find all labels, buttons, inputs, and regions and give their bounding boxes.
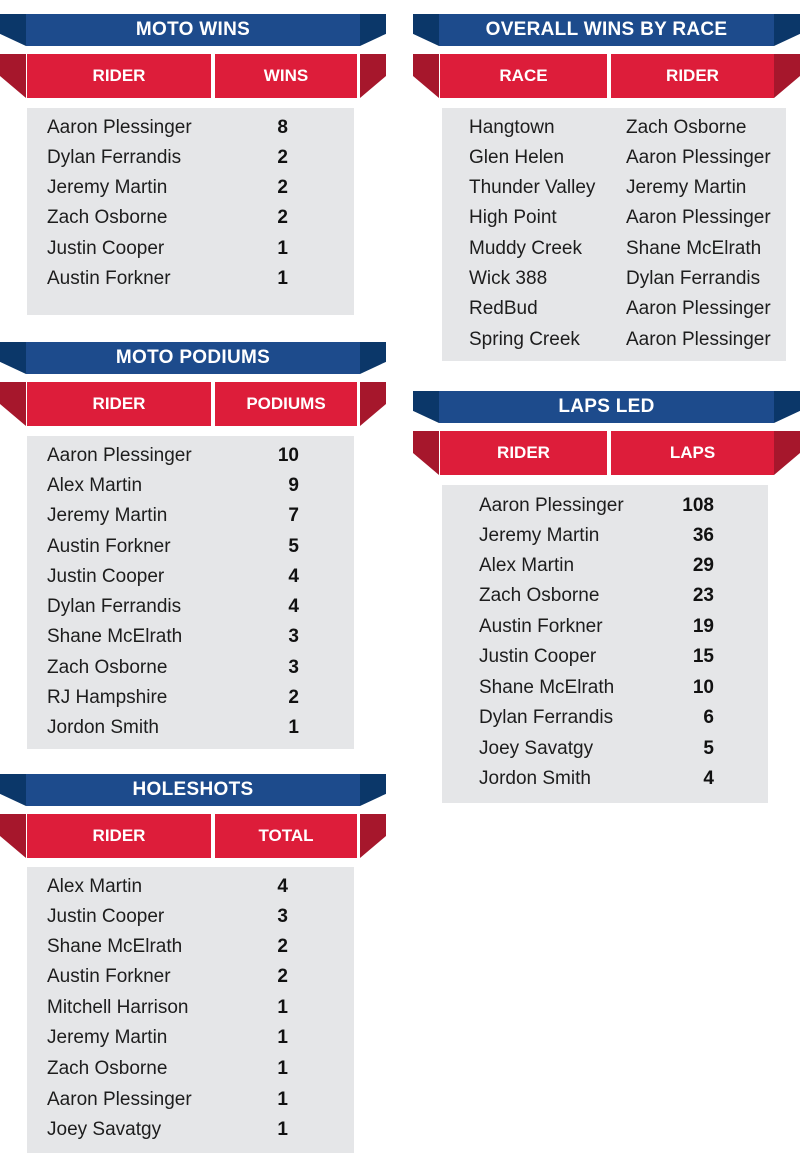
overall-wins-col-race: RACE <box>440 54 607 98</box>
table-row <box>27 469 354 499</box>
header-wing-left <box>0 814 26 858</box>
podiums-value: 10 <box>277 445 299 466</box>
podiums-value: 5 <box>288 536 299 557</box>
laps-led-table <box>442 485 768 803</box>
winner-name: Zach Osborne <box>626 117 747 138</box>
wins-value: 2 <box>277 177 288 198</box>
holeshots-title: HOLESHOTS <box>26 774 360 806</box>
table-row <box>442 549 768 579</box>
table-row <box>442 610 768 640</box>
table-row <box>27 1113 354 1143</box>
podiums-value: 3 <box>288 626 299 647</box>
podiums-value: 4 <box>288 566 299 587</box>
laps-led-title-bar <box>413 391 800 423</box>
title-wing-right <box>360 342 386 374</box>
table-row <box>442 141 786 171</box>
race-name: RedBud <box>469 298 538 319</box>
title-wing-left <box>413 391 439 423</box>
rider-name: Zach Osborne <box>47 1058 168 1079</box>
header-wing-right <box>360 814 386 858</box>
rider-name: Austin Forkner <box>47 966 171 987</box>
podiums-value: 1 <box>288 717 299 738</box>
race-name: Thunder Valley <box>469 177 596 198</box>
table-row <box>442 762 768 792</box>
winner-name: Aaron Plessinger <box>626 207 771 228</box>
podiums-value: 7 <box>288 505 299 526</box>
table-row <box>27 681 354 711</box>
header-wing-right <box>360 54 386 98</box>
laps-led-col-laps: LAPS <box>611 431 774 475</box>
title-wing-left <box>413 14 439 46</box>
winner-name: Aaron Plessinger <box>626 147 771 168</box>
holeshots-title-bar <box>0 774 386 806</box>
wins-value: 1 <box>277 268 288 289</box>
moto-podiums-header <box>0 382 386 426</box>
rider-name: Shane McElrath <box>479 677 615 698</box>
moto-wins-header <box>0 54 386 98</box>
table-row <box>442 201 786 231</box>
overall-wins-table <box>442 108 786 361</box>
rider-name: Jeremy Martin <box>47 177 168 198</box>
wins-value: 1 <box>277 238 288 259</box>
laps-value: 23 <box>692 585 714 606</box>
moto-wins-table <box>27 108 354 315</box>
laps-value: 108 <box>682 495 714 516</box>
table-row <box>27 439 354 469</box>
winner-name: Aaron Plessinger <box>626 329 771 350</box>
title-wing-right <box>360 14 386 46</box>
table-row <box>27 991 354 1021</box>
wins-value: 2 <box>277 207 288 228</box>
race-name: Hangtown <box>469 117 555 138</box>
rider-name: Austin Forkner <box>47 536 171 557</box>
table-row <box>27 499 354 529</box>
overall-wins-title-bar <box>413 14 800 46</box>
race-name: Spring Creek <box>469 329 580 350</box>
moto-wins-col-rider: RIDER <box>27 54 211 98</box>
rider-name: Mitchell Harrison <box>47 997 189 1018</box>
title-wing-left <box>0 774 26 806</box>
rider-name: Aaron Plessinger <box>47 117 192 138</box>
rider-name: Shane McElrath <box>47 626 183 647</box>
total-value: 1 <box>277 1119 288 1140</box>
table-row <box>442 111 786 141</box>
laps-led-header <box>413 431 800 475</box>
moto-wins-title-bar <box>0 14 386 46</box>
overall-wins-title: OVERALL WINS BY RACE <box>439 14 774 46</box>
overall-wins-header <box>413 54 800 98</box>
rider-name: Alex Martin <box>47 876 143 897</box>
rider-name: Justin Cooper <box>47 238 165 259</box>
title-wing-left <box>0 14 26 46</box>
winner-name: Dylan Ferrandis <box>626 268 761 289</box>
rider-name: Jordon Smith <box>47 717 159 738</box>
total-value: 1 <box>277 997 288 1018</box>
holeshots-col-total: TOTAL <box>215 814 357 858</box>
race-name: High Point <box>469 207 557 228</box>
moto-wins-title: MOTO WINS <box>26 14 360 46</box>
moto-podiums-title: MOTO PODIUMS <box>26 342 360 374</box>
rider-name: Justin Cooper <box>479 646 597 667</box>
rider-name: Justin Cooper <box>47 566 165 587</box>
title-wing-left <box>0 342 26 374</box>
laps-led-col-rider: RIDER <box>440 431 607 475</box>
laps-value: 10 <box>692 677 714 698</box>
podiums-value: 9 <box>288 475 299 496</box>
race-name: Muddy Creek <box>469 238 582 259</box>
laps-value: 29 <box>692 555 714 576</box>
table-row <box>27 560 354 590</box>
rider-name: Aaron Plessinger <box>479 495 624 516</box>
laps-led-title: LAPS LED <box>439 391 774 423</box>
total-value: 2 <box>277 936 288 957</box>
rider-name: Dylan Ferrandis <box>47 596 182 617</box>
table-row <box>27 232 354 262</box>
total-value: 1 <box>277 1058 288 1079</box>
rider-name: Justin Cooper <box>47 906 165 927</box>
laps-value: 4 <box>703 768 714 789</box>
overall-wins-col-rider: RIDER <box>611 54 774 98</box>
rider-name: Zach Osborne <box>47 207 168 228</box>
podiums-value: 2 <box>288 687 299 708</box>
winner-name: Jeremy Martin <box>626 177 747 198</box>
table-row <box>27 960 354 990</box>
table-row <box>442 489 768 519</box>
table-row <box>27 651 354 681</box>
rider-name: Aaron Plessinger <box>47 1089 192 1110</box>
table-row <box>27 530 354 560</box>
podiums-value: 4 <box>288 596 299 617</box>
laps-value: 36 <box>692 525 714 546</box>
header-wing-left <box>413 54 439 98</box>
rider-name: Dylan Ferrandis <box>47 147 182 168</box>
rider-name: Alex Martin <box>479 555 575 576</box>
rider-name: RJ Hampshire <box>47 687 168 708</box>
total-value: 4 <box>277 876 288 897</box>
rider-name: Aaron Plessinger <box>47 445 192 466</box>
table-row <box>27 590 354 620</box>
total-value: 3 <box>277 906 288 927</box>
winner-name: Aaron Plessinger <box>626 298 771 319</box>
header-wing-right <box>360 382 386 426</box>
rider-name: Zach Osborne <box>47 657 168 678</box>
table-row <box>442 701 768 731</box>
header-wing-left <box>0 382 26 426</box>
title-wing-right <box>774 391 800 423</box>
rider-name: Jeremy Martin <box>47 505 168 526</box>
table-row <box>27 930 354 960</box>
rider-name: Jeremy Martin <box>47 1027 168 1048</box>
total-value: 2 <box>277 966 288 987</box>
rider-name: Dylan Ferrandis <box>479 707 614 728</box>
laps-value: 19 <box>692 616 714 637</box>
holeshots-table <box>27 867 354 1153</box>
table-row <box>27 171 354 201</box>
table-row <box>27 620 354 650</box>
table-row <box>442 171 786 201</box>
rider-name: Joey Savatgy <box>479 738 594 759</box>
table-row <box>442 292 786 322</box>
header-wing-left <box>413 431 439 475</box>
table-row <box>27 141 354 171</box>
header-wing-left <box>0 54 26 98</box>
table-row <box>27 1052 354 1082</box>
race-name: Wick 388 <box>469 268 548 289</box>
rider-name: Jeremy Martin <box>479 525 600 546</box>
table-row <box>27 201 354 231</box>
moto-podiums-title-bar <box>0 342 386 374</box>
moto-podiums-table <box>27 436 354 749</box>
table-row <box>27 870 354 900</box>
table-row <box>442 262 786 292</box>
total-value: 1 <box>277 1027 288 1048</box>
header-wing-right <box>774 431 800 475</box>
winner-name: Shane McElrath <box>626 238 762 259</box>
header-wing-right <box>774 54 800 98</box>
rider-name: Austin Forkner <box>47 268 171 289</box>
table-row <box>442 323 786 353</box>
table-row <box>442 519 768 549</box>
table-row <box>27 111 354 141</box>
table-row <box>27 1021 354 1051</box>
laps-value: 5 <box>703 738 714 759</box>
title-wing-right <box>360 774 386 806</box>
table-row <box>27 1083 354 1113</box>
moto-wins-col-wins: WINS <box>215 54 357 98</box>
table-row <box>442 732 768 762</box>
table-row <box>27 262 354 292</box>
rider-name: Joey Savatgy <box>47 1119 162 1140</box>
rider-name: Zach Osborne <box>479 585 600 606</box>
wins-value: 8 <box>277 117 288 138</box>
laps-value: 15 <box>692 646 714 667</box>
laps-value: 6 <box>703 707 714 728</box>
table-row <box>27 900 354 930</box>
rider-name: Alex Martin <box>47 475 143 496</box>
holeshots-col-rider: RIDER <box>27 814 211 858</box>
table-row <box>27 711 354 741</box>
moto-podiums-col-podiums: PODIUMS <box>215 382 357 426</box>
rider-name: Shane McElrath <box>47 936 183 957</box>
podiums-value: 3 <box>288 657 299 678</box>
race-name: Glen Helen <box>469 147 565 168</box>
table-row <box>442 671 768 701</box>
total-value: 1 <box>277 1089 288 1110</box>
table-row <box>442 579 768 609</box>
table-row <box>442 640 768 670</box>
moto-podiums-col-rider: RIDER <box>27 382 211 426</box>
holeshots-header <box>0 814 386 858</box>
wins-value: 2 <box>277 147 288 168</box>
rider-name: Jordon Smith <box>479 768 591 789</box>
title-wing-right <box>774 14 800 46</box>
rider-name: Austin Forkner <box>479 616 603 637</box>
table-row <box>442 232 786 262</box>
